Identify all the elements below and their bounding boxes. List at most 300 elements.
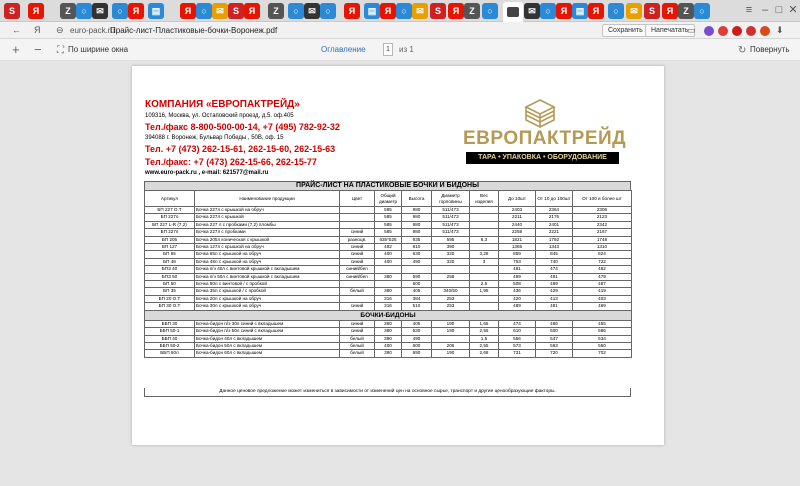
ya-icon[interactable]: Z: [464, 3, 480, 19]
fit-width-icon[interactable]: ⛶: [57, 45, 64, 56]
table-cell: 980: [402, 229, 432, 236]
table-cell: 436: [499, 288, 536, 295]
table-cell: 511/473: [432, 207, 470, 214]
crate-icon: [520, 98, 560, 128]
table-row: [145, 207, 632, 214]
ya-icon[interactable]: Z: [268, 3, 284, 19]
table-cell: 320: [432, 251, 470, 258]
table-cell: 810: [402, 244, 432, 251]
table-cell: 490: [402, 258, 432, 265]
table-cell: 462: [573, 266, 632, 273]
column-header: От 10 до 100шт: [536, 191, 573, 207]
table-cell: 2,5: [470, 281, 499, 288]
table-cell: 534: [573, 335, 632, 342]
table-cell: 722: [573, 258, 632, 265]
column-header: Высота: [402, 191, 432, 207]
table-cell: 1792: [536, 236, 573, 243]
table-cell: 413: [536, 295, 573, 302]
rotate-icon[interactable]: ↻: [738, 45, 747, 56]
table-cell: 980: [402, 221, 432, 228]
table-cell: синий: [340, 251, 375, 258]
table-cell: 563: [536, 342, 573, 349]
table-row: [145, 342, 632, 349]
table-cell: [470, 221, 499, 228]
column-header: До 10шт: [499, 191, 536, 207]
table-cell: 320: [432, 258, 470, 265]
lock-icon: ⊖: [56, 25, 64, 35]
pdf-page: [132, 66, 664, 445]
ya-icon[interactable]: Z: [60, 3, 76, 19]
table-cell: 316: [375, 295, 402, 302]
column-header: Наименование продукции: [195, 191, 340, 207]
table-cell: 479: [573, 273, 632, 280]
table-cell: 1748: [573, 236, 632, 243]
table-cell: [340, 295, 375, 302]
table-cell: 316: [375, 303, 402, 310]
table-row: [145, 350, 632, 357]
table-cell: 753: [499, 258, 536, 265]
table-cell: синий: [340, 229, 375, 236]
table-cell: Бочка 30л с крышкой на обруч: [195, 303, 340, 310]
minimize-icon[interactable]: –: [761, 4, 769, 16]
table-cell: [340, 281, 375, 288]
table-cell: Бочка 227л с крышкой на обруч: [195, 207, 340, 214]
column-header: Цвет: [340, 191, 375, 207]
table-cell: Бочка 50л с винтовой / с пробкой: [195, 281, 340, 288]
table-cell: синий: [340, 244, 375, 251]
table-cell: Бочка-бидон 40л с вкладышем: [195, 335, 340, 342]
table-cell: 380: [375, 273, 402, 280]
y-icon[interactable]: Я: [244, 3, 260, 19]
y-icon[interactable]: Я: [28, 3, 44, 19]
column-header: Вес изделия: [470, 191, 499, 207]
table-cell: БП 227п: [145, 229, 195, 236]
table-row: [145, 251, 632, 258]
table-cell: 935: [402, 236, 432, 243]
drop-icon[interactable]: ○: [482, 3, 498, 19]
menu-icon[interactable]: ≡: [745, 4, 753, 16]
pdf-viewer[interactable]: [0, 61, 800, 486]
table-cell: [375, 266, 402, 273]
table-cell: 586: [573, 328, 632, 335]
mail-icon[interactable]: ✉: [524, 3, 540, 19]
table-cell: синий: [340, 328, 375, 335]
y-icon[interactable]: Я: [588, 3, 604, 19]
table-cell: 600: [536, 328, 573, 335]
table-cell: 190: [432, 350, 470, 357]
table-cell: Бочка 48л с крышкой на обруч: [195, 258, 340, 265]
table-cell: 380: [375, 288, 402, 295]
table-cell: Бочка 127л с крышкой на обруч: [195, 244, 340, 251]
back-icon[interactable]: ←: [12, 25, 21, 35]
drums-section: [145, 207, 632, 311]
table-cell: Бочка 205л коническая с крышкой: [195, 236, 340, 243]
price-table: [144, 190, 632, 358]
table-cell: 1,95: [470, 288, 499, 295]
section-title: БОЧКИ-БИДОНЫ: [145, 310, 632, 320]
drop-icon[interactable]: ○: [196, 3, 212, 19]
table-cell: 380: [375, 328, 402, 335]
column-header: От 100 и более шт: [573, 191, 632, 207]
table-cell: 499: [499, 273, 536, 280]
table-cell: синий: [340, 320, 375, 327]
extension-icon[interactable]: [760, 26, 770, 36]
table-cell: Бочка п/э 50л с винтовой крышкой с вкладышем: [195, 273, 340, 280]
table-row: [145, 281, 632, 288]
table-cell: 1821: [499, 236, 536, 243]
yandex-icon[interactable]: Я: [34, 25, 41, 35]
table-cell: 980: [402, 207, 432, 214]
table-row: [145, 295, 632, 302]
section-header-row: [145, 310, 632, 320]
table-cell: 720: [536, 350, 573, 357]
table-cell: ББП 30: [145, 320, 195, 327]
table-cell: ББП 50-2: [145, 342, 195, 349]
table-cell: синий/бел: [340, 273, 375, 280]
table-row: [145, 258, 632, 265]
pdf-toolbar: [0, 39, 800, 61]
page-count: из 1: [399, 45, 414, 54]
table-cell: 845: [536, 251, 573, 258]
table-cell: 585: [375, 207, 402, 214]
company-logo: [463, 98, 627, 168]
table-row: [145, 303, 632, 310]
table-cell: 600: [402, 281, 432, 288]
y-icon[interactable]: Я: [448, 3, 464, 19]
table-header-row: [145, 191, 632, 207]
table-cell: [432, 281, 470, 288]
table-cell: БП 205: [145, 236, 195, 243]
table-row: [145, 236, 632, 243]
table-cell: [470, 214, 499, 221]
doc-icon[interactable]: ▤: [572, 3, 588, 19]
table-row: [145, 221, 632, 228]
table-cell: 491: [536, 273, 573, 280]
table-cell: 455: [573, 320, 632, 327]
drop-icon[interactable]: ○: [76, 3, 92, 19]
table-cell: ББП 60л: [145, 350, 195, 357]
doc-icon[interactable]: ▤: [148, 3, 164, 19]
table-cell: 253: [432, 303, 470, 310]
table-cell: 2403: [499, 207, 536, 214]
table-row: [145, 244, 632, 251]
table-cell: [340, 221, 375, 228]
drop-icon[interactable]: ○: [320, 3, 336, 19]
table-row: [145, 273, 632, 280]
table-cell: 492: [375, 244, 402, 251]
y-icon[interactable]: Я: [128, 3, 144, 19]
table-cell: 2123: [573, 214, 632, 221]
table-cell: 585: [375, 221, 402, 228]
table-cell: белый: [340, 335, 375, 342]
mail-icon[interactable]: ✉: [92, 3, 108, 19]
table-cell: 511/473: [432, 214, 470, 221]
table-cell: 474: [499, 320, 536, 327]
mail-icon[interactable]: ✉: [626, 3, 642, 19]
table-cell: 481: [499, 266, 536, 273]
moscow-address: 109316, Москва, ул. Остаповский проезд, д.5. оф.405: [145, 113, 294, 119]
table-cell: [375, 281, 402, 288]
table-cell: 3,28: [470, 251, 499, 258]
table-cell: 400: [375, 342, 402, 349]
table-cell: 258: [432, 273, 470, 280]
voronezh-address: 394088 г. Воронеж, Бульвар Победы , 50В, оф. 15: [145, 135, 284, 141]
table-cell: 340/50: [432, 288, 470, 295]
table-cell: 206: [432, 342, 470, 349]
table-cell: 1,65: [470, 320, 499, 327]
y-icon[interactable]: Я: [344, 3, 360, 19]
company-name: КОМПАНИЯ «ЕВРОПАКТРЕЙД»: [145, 99, 300, 110]
s-icon[interactable]: S: [4, 3, 20, 19]
drop-icon[interactable]: ○: [694, 3, 710, 19]
table-cell: 499: [536, 281, 573, 288]
table-cell: 600: [402, 342, 432, 349]
table-cell: 384: [402, 295, 432, 302]
table-cell: Бочка 227 л с пробками (7,2) пломбы: [195, 221, 340, 228]
table-cell: 405: [402, 320, 432, 327]
y-icon[interactable]: Я: [556, 3, 572, 19]
table-cell: [470, 229, 499, 236]
price-list-title: ПРАЙС-ЛИСТ НА ПЛАСТИКОВЫЕ БОЧКИ И БИДОНЫ: [144, 181, 631, 190]
table-cell: БПЗ 50: [145, 273, 195, 280]
print-button[interactable]: Напечатать: [645, 24, 695, 37]
adblock-icon[interactable]: [732, 26, 742, 36]
pdf-tab-icon: [507, 7, 519, 17]
rotate-label[interactable]: Повернуть: [750, 45, 790, 54]
toc-link[interactable]: Оглавление: [321, 45, 366, 54]
table-cell: Бочка п/э 40л с винтовой крышкой с вкладышем: [195, 266, 340, 273]
table-cell: 511/473: [432, 221, 470, 228]
tab-active[interactable]: [503, 2, 523, 22]
table-cell: 1343: [536, 244, 573, 251]
table-cell: [470, 303, 499, 310]
table-cell: 1365: [499, 244, 536, 251]
table-cell: 547: [536, 335, 573, 342]
table-cell: [470, 266, 499, 273]
column-header: Общий диаметр: [375, 191, 402, 207]
drop-icon[interactable]: ○: [288, 3, 304, 19]
table-cell: ББП 40: [145, 335, 195, 342]
table-cell: ББП 50-1: [145, 328, 195, 335]
table-cell: 731: [499, 350, 536, 357]
table-cell: БП 227 О.Т: [145, 207, 195, 214]
table-row: [145, 266, 632, 273]
table-cell: 429: [536, 288, 573, 295]
table-cell: 481: [536, 303, 573, 310]
table-cell: 508: [499, 281, 536, 288]
table-cell: 824: [573, 251, 632, 258]
table-cell: [432, 335, 470, 342]
y-icon[interactable]: Я: [180, 3, 196, 19]
table-cell: [470, 295, 499, 302]
doc-icon[interactable]: ▤: [364, 3, 380, 19]
table-cell: Бочка 227л с пробками: [195, 229, 340, 236]
table-cell: БП 20 О.Т: [145, 295, 195, 302]
table-cell: 466: [536, 320, 573, 327]
table-cell: Бочка-бидон п/э 50л синий с вкладышем: [195, 328, 340, 335]
table-row: [145, 320, 632, 327]
table-cell: 490: [402, 335, 432, 342]
zoom-in-icon[interactable]: +: [12, 42, 20, 57]
table-cell: 2211: [499, 214, 536, 221]
table-cell: 630: [402, 251, 432, 258]
logo-tagline: ТАРА • УПАКОВКА • ОБОРУДОВАНИЕ: [466, 152, 619, 164]
ya-icon[interactable]: Z: [678, 3, 694, 19]
drop-icon[interactable]: ○: [540, 3, 556, 19]
table-cell: Бочка 227л с крышкой: [195, 214, 340, 221]
table-cell: БПЗ 40: [145, 266, 195, 273]
address-domain[interactable]: euro-pack.ru: [70, 26, 115, 35]
table-cell: 2342: [573, 221, 632, 228]
column-header: Артикул: [145, 191, 195, 207]
table-cell: БП 227 L-R (7,2): [145, 221, 195, 228]
fax-voronezh: Тел./факс: +7 (473) 262-15-66, 262-15-77: [145, 157, 317, 167]
table-cell: синий/бел: [340, 266, 375, 273]
mail-icon[interactable]: ✉: [304, 3, 320, 19]
tab-strip: [0, 0, 800, 22]
table-cell: 400: [375, 258, 402, 265]
table-cell: 530: [402, 328, 432, 335]
table-cell: 980: [402, 214, 432, 221]
website-email: www.euro-pack.ru , e-mail: 621577@mail.ru: [145, 170, 269, 176]
zoom-out-icon[interactable]: −: [34, 42, 42, 57]
table-cell: БП 48: [145, 258, 195, 265]
s-icon[interactable]: S: [228, 3, 244, 19]
table-cell: [470, 207, 499, 214]
table-cell: 550: [573, 342, 632, 349]
table-row: [145, 328, 632, 335]
table-cell: 585: [375, 229, 402, 236]
drop-icon[interactable]: ○: [608, 3, 624, 19]
mail-icon[interactable]: ✉: [412, 3, 428, 19]
table-cell: 585: [375, 214, 402, 221]
table-cell: 590: [402, 273, 432, 280]
table-cell: 390: [375, 350, 402, 357]
table-cell: 2221: [536, 229, 573, 236]
table-cell: 489: [499, 303, 536, 310]
address-bar: [0, 22, 800, 39]
table-cell: 474: [536, 266, 573, 273]
table-cell: белый: [340, 288, 375, 295]
table-cell: [470, 273, 499, 280]
table-cell: БП 35: [145, 288, 195, 295]
table-cell: белый: [340, 342, 375, 349]
table-cell: 511/473: [432, 229, 470, 236]
drop-icon[interactable]: ○: [112, 3, 128, 19]
table-cell: 2440: [499, 221, 536, 228]
table-cell: 420: [499, 295, 536, 302]
table-cell: 2,55: [470, 328, 499, 335]
heart-icon[interactable]: [718, 26, 728, 36]
table-cell: 635*525: [375, 236, 402, 243]
table-cell: Бочка-бидон п/э 30л синий с вкладышем: [195, 320, 340, 327]
table-cell: БП 127: [145, 244, 195, 251]
table-cell: 510: [402, 303, 432, 310]
y-icon[interactable]: Я: [662, 3, 678, 19]
table-cell: синий: [340, 258, 375, 265]
phones-voronezh: Тел. +7 (473) 262-15-61, 262-15-60, 262-15-63: [145, 144, 336, 154]
table-cell: 595: [432, 236, 470, 243]
share-icon[interactable]: ▭: [687, 25, 696, 35]
table-cell: 1310: [573, 244, 632, 251]
maximize-icon[interactable]: □: [775, 4, 783, 16]
table-cell: 469: [573, 303, 632, 310]
y-icon[interactable]: Я: [380, 3, 396, 19]
table-cell: 2364: [536, 207, 573, 214]
table-cell: 360: [375, 320, 402, 327]
close-icon[interactable]: ✕: [788, 4, 798, 16]
table-cell: 3: [470, 258, 499, 265]
table-cell: 2306: [573, 207, 632, 214]
table-cell: 405: [402, 288, 432, 295]
address-title[interactable]: Прайс-лист-Пластиковые-бочки-Воронеж.pdf: [110, 26, 278, 35]
table-cell: 1,5: [470, 335, 499, 342]
s-icon[interactable]: S: [430, 3, 446, 19]
table-cell: 859: [499, 251, 536, 258]
table-cell: БП 50: [145, 281, 195, 288]
column-header: Диаметр горловины: [432, 191, 470, 207]
table-cell: 2258: [499, 229, 536, 236]
table-cell: БП 227о: [145, 214, 195, 221]
table-cell: Бочка 20л с крышкой на обруч: [195, 295, 340, 302]
fit-width-label[interactable]: По ширине окна: [68, 45, 129, 54]
viber-icon[interactable]: [704, 26, 714, 36]
table-cell: 702: [573, 350, 632, 357]
table-cell: Бочка 65л с крышкой на обруч: [195, 251, 340, 258]
page-number-input[interactable]: 1: [383, 43, 393, 56]
table-cell: 573: [499, 342, 536, 349]
extension-icon[interactable]: [746, 26, 756, 36]
drop-icon[interactable]: ○: [396, 3, 412, 19]
table-cell: 403: [573, 295, 632, 302]
table-cell: 740: [536, 258, 573, 265]
table-cell: [432, 266, 470, 273]
table-cell: 556: [499, 335, 536, 342]
table-row: [145, 335, 632, 342]
phones-moscow: Тел./факс 8-800-500-00-14, +7 (495) 782-92-32: [145, 122, 340, 132]
table-cell: 487: [573, 281, 632, 288]
table-cell: Бочка-бидон 50л с вкладышем: [195, 342, 340, 349]
table-row: [145, 214, 632, 221]
table-cell: белый: [340, 350, 375, 357]
table-row: [145, 288, 632, 295]
table-cell: 419: [573, 288, 632, 295]
table-cell: 6,3: [470, 236, 499, 243]
table-cell: 390: [375, 335, 402, 342]
download-icon[interactable]: ⬇: [776, 25, 784, 35]
table-cell: Бочка 35л с крышкой / с пробкой: [195, 288, 340, 295]
table-cell: 2167: [573, 229, 632, 236]
mail-icon[interactable]: ✉: [212, 3, 228, 19]
table-cell: БП 30 О.Т: [145, 303, 195, 310]
table-cell: 390: [432, 244, 470, 251]
table-row: [145, 229, 632, 236]
s-icon[interactable]: S: [644, 3, 660, 19]
table-cell: БП 65: [145, 251, 195, 258]
table-cell: 2176: [536, 214, 573, 221]
table-cell: [340, 214, 375, 221]
save-button[interactable]: Сохранить: [602, 24, 649, 37]
table-cell: 253: [432, 295, 470, 302]
table-cell: 2,68: [470, 350, 499, 357]
table-cell: Бочка-бидон 60л с вкладышем: [195, 350, 340, 357]
table-cell: 2,55: [470, 342, 499, 349]
table-cell: [470, 244, 499, 251]
table-cell: 190: [432, 328, 470, 335]
table-cell: 400: [375, 251, 402, 258]
canisters-section: [145, 320, 632, 357]
table-cell: 610: [499, 328, 536, 335]
